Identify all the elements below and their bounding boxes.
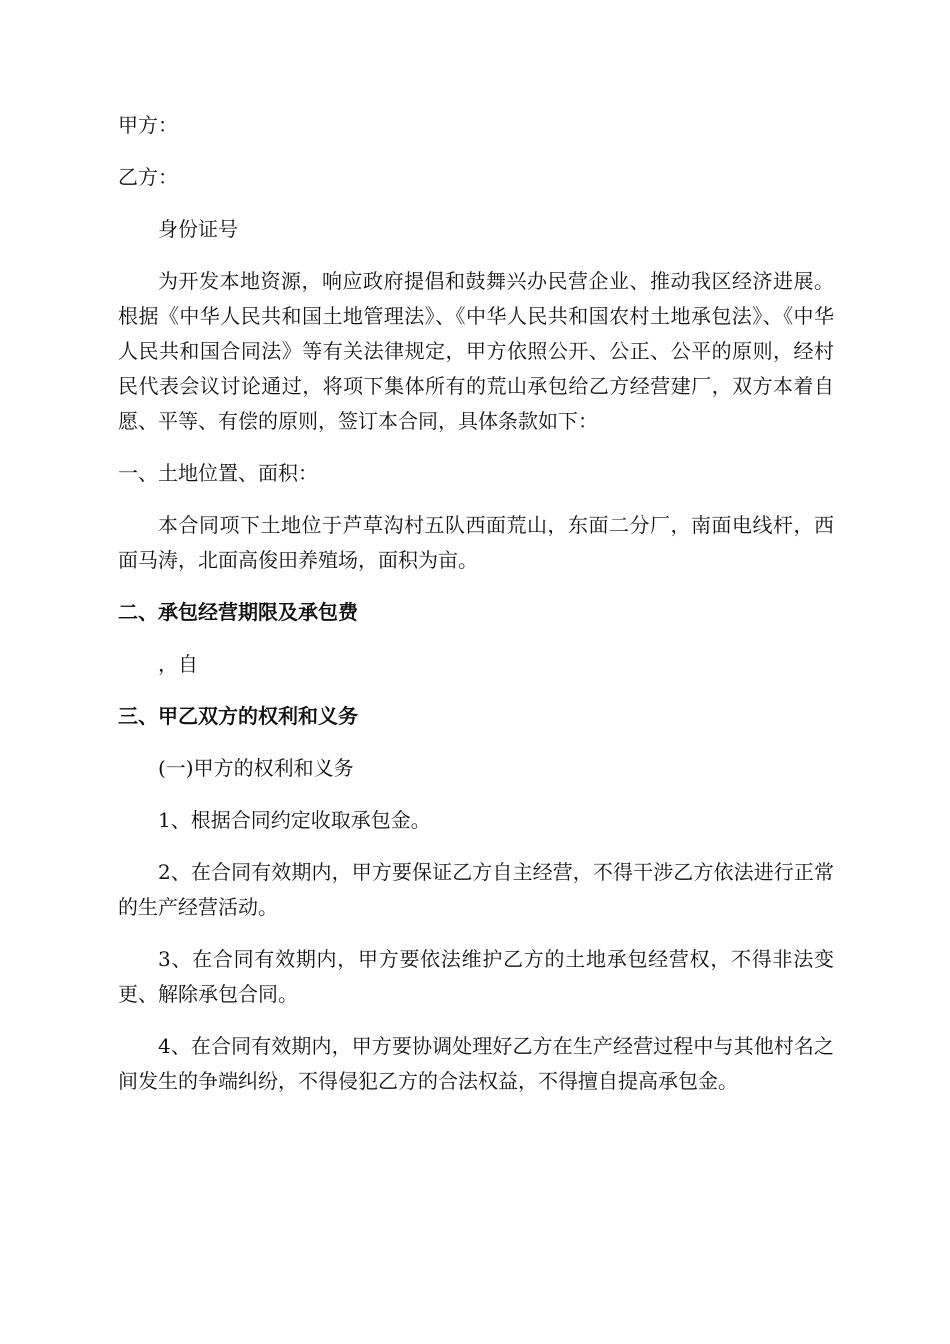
- clause-3: 3、在合同有效期内，甲方要依法维护乙方的土地承包经营权，不得非法变更、解除承包合同。: [118, 947, 834, 1006]
- party-b-label: 乙方：: [118, 165, 178, 189]
- party-a-label: 甲方：: [118, 113, 178, 137]
- clause-4: 4、在合同有效期内，甲方要协调处理好乙方在生产经营过程中与其他村名之间发生的争端纠纷，不得侵犯乙方的合法权益，不得擅自提高承包金。: [118, 1034, 834, 1093]
- subsection-1-heading: (一)甲方的权利和义务: [158, 756, 354, 780]
- clause-1: 1、根据合同约定收取承包金。: [158, 808, 431, 832]
- clause-2: 2、在合同有效期内，甲方要保证乙方自主经营，不得干涉乙方依法进行正常的生产经营活动。: [118, 860, 834, 919]
- section-1-heading: 一、土地位置、面积：: [118, 461, 318, 485]
- preamble-paragraph: 为开发本地资源，响应政府提倡和鼓舞兴办民营企业、推动我区经济进展。根据《中华人民共和国土地管理法》、《中华人民共和国农村土地承包法》、《中华人民共和国合同法》等有关法律规定，甲方依照公开、公正、公平的原则，经村民代表会议讨论通过，将项下集体所有的荒山承包给乙方经营建厂，双方本着自愿、平等、有偿的原则，签订本合同，具体条款如下：: [118, 269, 834, 433]
- section-2-heading: 二、承包经营期限及承包费: [118, 600, 358, 624]
- section-2-paragraph: ，自: [158, 652, 198, 676]
- section-1-paragraph: 本合同项下土地位于芦草沟村五队西面荒山，东面二分厂，南面电线杆，西面马涛，北面高俊田养殖场，面积为亩。: [118, 513, 834, 572]
- document-page: [118, 108, 834, 1099]
- id-number-label: 身份证号: [158, 217, 238, 241]
- section-3-heading: 三、甲乙双方的权利和义务: [118, 704, 358, 728]
